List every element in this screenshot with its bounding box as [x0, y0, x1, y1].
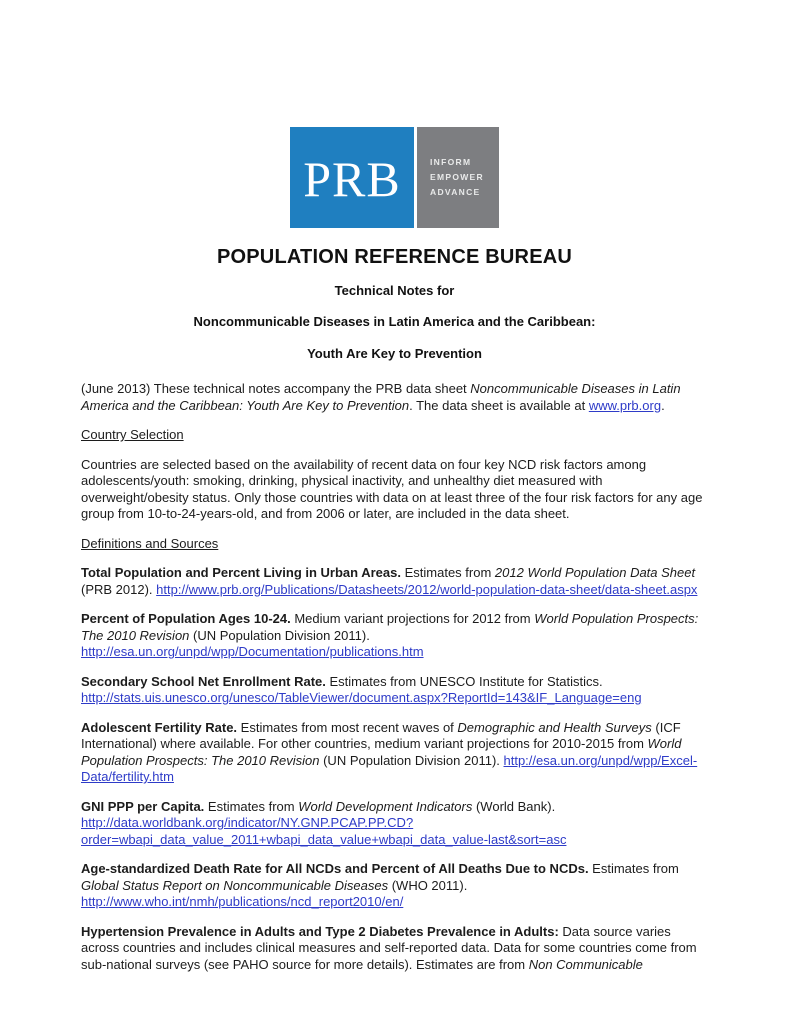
- hyperlink[interactable]: http://stats.uis.unesco.org/unesco/TableViewer/document.aspx?ReportId=143&IF_Language=eng: [81, 690, 642, 705]
- heading-country-selection: Country Selection: [81, 427, 184, 442]
- text-run: World Development Indicators: [298, 798, 473, 814]
- text-run: Estimates from: [204, 798, 299, 814]
- source-secondary-school-enrollment: [81, 674, 708, 707]
- source-hypertension-diabetes: [81, 924, 708, 974]
- heading-definitions-and-sources: Definitions and Sources: [81, 535, 219, 551]
- text-run: World Population Prospects: The 2010 Revision: [81, 736, 682, 768]
- text-run: (UN Population Division 2011).: [319, 752, 504, 768]
- subtitle-report-subname: Youth Are Key to Prevention: [307, 345, 482, 361]
- tagline-line: INFORM: [430, 157, 472, 167]
- text-run: (ICF International) where available. For other countries, medium variant projections for 2010-2015 from: [81, 719, 681, 751]
- hyperlink[interactable]: http://esa.un.org/unpd/wpp/Documentation/publications.htm: [81, 644, 424, 659]
- text-run: Global Status Report on Noncommunicable Diseases: [81, 877, 389, 893]
- page-title: POPULATION REFERENCE BUREAU: [216, 246, 573, 268]
- text-run: (World Bank).: [472, 798, 556, 814]
- tagline-line: EMPOWER: [430, 172, 484, 182]
- text-run: . The data sheet is available at: [409, 397, 589, 413]
- hyperlink[interactable]: http://www.who.int/nmh/publications/ncd_report2010/en/: [81, 894, 404, 909]
- text-run: Estimates from UNESCO Institute for Statistics.: [325, 673, 603, 689]
- text-run: 2012 World Population Data Sheet: [494, 565, 696, 580]
- country-selection-paragraph: Countries are selected based on the availability of recent data on four key NCD risk factors among adolescents/youth: smoking, drinking, physical inactivity, and unhealthy diet measured with overweight/obesity status. Only those countries with data on at least three of the four risk factors for any age group from 10-to-24-years-old, and from 2006 or later, are included in the data sheet.: [81, 456, 703, 521]
- text-run: (June 2013) These technical notes accompany the PRB data sheet: [81, 381, 471, 396]
- text-run: Estimates from: [588, 861, 679, 876]
- hyperlink[interactable]: www.prb.org: [588, 397, 662, 413]
- source-percent-population-ages-10-24: [81, 611, 708, 661]
- text-run: (WHO 2011).: [388, 877, 468, 893]
- text-run: Non Communicable: [528, 956, 643, 972]
- prb-logo-acronym: PRB: [303, 151, 401, 208]
- text-run: Estimates from: [401, 565, 495, 580]
- text-run: Age-standardized Death Rate for All NCDs and Percent of All Deaths Due to NCDs.: [81, 861, 589, 876]
- hyperlink[interactable]: http://www.prb.org/Publications/Datasheets/2012/world-population-data-sheet/data-sheet.aspx: [156, 581, 698, 597]
- source-gni-ppp-per-capita: [81, 799, 708, 849]
- text-run: Adolescent Fertility Rate.: [81, 719, 238, 735]
- hyperlink[interactable]: http://data.worldbank.org/indicator/NY.GNP.PCAP.PP.CD?order=wbapi_data_value_2011+wbapi_data_value+wbapi_data_value-last&sort=asc: [81, 815, 567, 847]
- text-run: (PRB 2012).: [81, 581, 157, 597]
- text-run: Demographic and Health Surveys: [457, 719, 652, 735]
- text-run: Data source varies across countries and includes clinical measures and self-reported data. Data for some countries come from sub-national surveys (see PAHO source for more details). Estimates are from: [81, 923, 697, 972]
- prb-logo: [290, 127, 499, 228]
- source-total-population: [81, 565, 708, 598]
- intro-paragraph: [81, 381, 708, 414]
- text-run: Estimates from most recent waves of: [237, 719, 458, 735]
- text-run: Hypertension Prevalence in Adults and Type 2 Diabetes Prevalence in Adults:: [81, 923, 559, 939]
- text-run: .: [661, 397, 665, 413]
- source-adolescent-fertility-rate: [81, 720, 708, 786]
- subtitle-technical-notes: Technical Notes for: [334, 282, 455, 298]
- text-run: Noncommunicable Diseases in Latin America and the Caribbean: Youth Are Key to Prevention: [81, 381, 681, 413]
- source-age-standardized-death-rate: [81, 861, 708, 911]
- prb-logo-blue: [290, 127, 414, 228]
- text-run: Percent of Population Ages 10-24.: [81, 611, 291, 626]
- text-run: Total Population and Percent Living in Urban Areas.: [81, 565, 401, 580]
- text-run: GNI PPP per Capita.: [81, 798, 205, 814]
- tagline-line: ADVANCE: [430, 187, 481, 197]
- text-run: World Population Prospects: The 2010 Revision: [81, 611, 699, 643]
- text-run: Medium variant projections for 2012 from: [290, 611, 535, 626]
- prb-logo-tagline: [417, 127, 499, 228]
- subtitle-block: [81, 283, 708, 363]
- subtitle-report-name: Noncommunicable Diseases in Latin America and the Caribbean:: [193, 314, 596, 329]
- hyperlink[interactable]: http://esa.un.org/unpd/wpp/Excel-Data/fertility.htm: [81, 752, 698, 784]
- text-run: (UN Population Division 2011).: [189, 627, 370, 643]
- text-run: Secondary School Net Enrollment Rate.: [81, 673, 326, 689]
